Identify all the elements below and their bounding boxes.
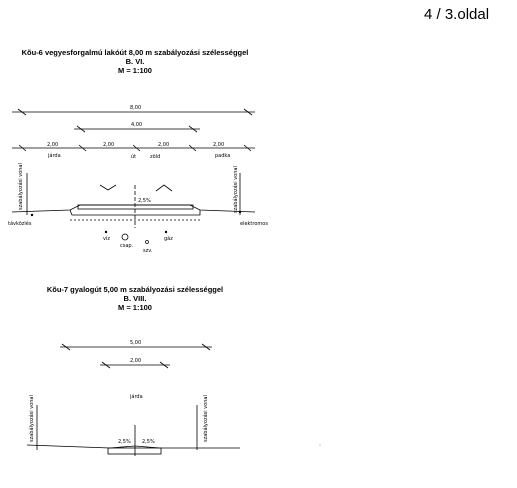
right-line-label: szabályozási vonal (233, 166, 239, 213)
left-utility-label: távközlés (8, 221, 32, 227)
cross-section-2 (0, 330, 517, 470)
dim-seg-1: 2,00 (47, 142, 59, 148)
drain-pipe (122, 234, 128, 240)
dim-path-label: 2,00 (130, 358, 142, 364)
section2-title: Kõu-7 gyalogút 5,00 m szabályozási szélességgel (46, 285, 224, 294)
left-line-label-2: szabályozási vonal (29, 395, 35, 442)
slope-right-label: 2,5% (142, 439, 155, 445)
right-line-label-2: szabályozási vonal (203, 395, 209, 442)
utility-label-4: gáz (164, 236, 173, 242)
section2-scale: M = 1:100 (118, 303, 152, 312)
ground-line (12, 205, 255, 212)
section1-heading (0, 48, 270, 75)
stray-dot-2 (319, 444, 320, 445)
left-line-label: szabályozási vonal (18, 163, 24, 210)
slope-left-label: 2,5% (118, 439, 131, 445)
dim-carriageway-label: 4,00 (131, 122, 143, 128)
utility-label-2: csap. (120, 243, 134, 249)
page-number: 4 / 3.oldal (424, 6, 490, 23)
section1-subtitle: B. VI. (125, 57, 145, 66)
section2-heading (0, 285, 270, 312)
dim-seg-3: 2,00 (158, 142, 170, 148)
utility-label-1: víz (103, 236, 110, 242)
ground-line-2 (27, 445, 240, 448)
dim-seg-4: 2,00 (213, 142, 225, 148)
zone-label-2-1: járda (130, 394, 143, 400)
section1-title: Kõu-6 vegyesforgalmú lakóút 8,00 m szabályozási szélességgel (21, 48, 249, 57)
zone-label-2: út (131, 154, 137, 160)
zone-label-3: zöld (150, 154, 161, 160)
dim-total-label: 8,00 (130, 105, 142, 111)
utility-label-3: szv. (143, 248, 153, 254)
dim-total-label-2: 5,00 (130, 340, 142, 346)
section2-subtitle: B. VIII. (123, 294, 147, 303)
section1-scale: M = 1:100 (118, 66, 152, 75)
right-utility-label: elektromos (240, 221, 268, 227)
cross-section-1 (0, 95, 517, 265)
dim-seg-2: 2,00 (103, 142, 115, 148)
zone-label-1: járda (48, 153, 61, 159)
slope-label: 2,5% (138, 198, 151, 204)
zone-label-4: padka (215, 153, 231, 159)
